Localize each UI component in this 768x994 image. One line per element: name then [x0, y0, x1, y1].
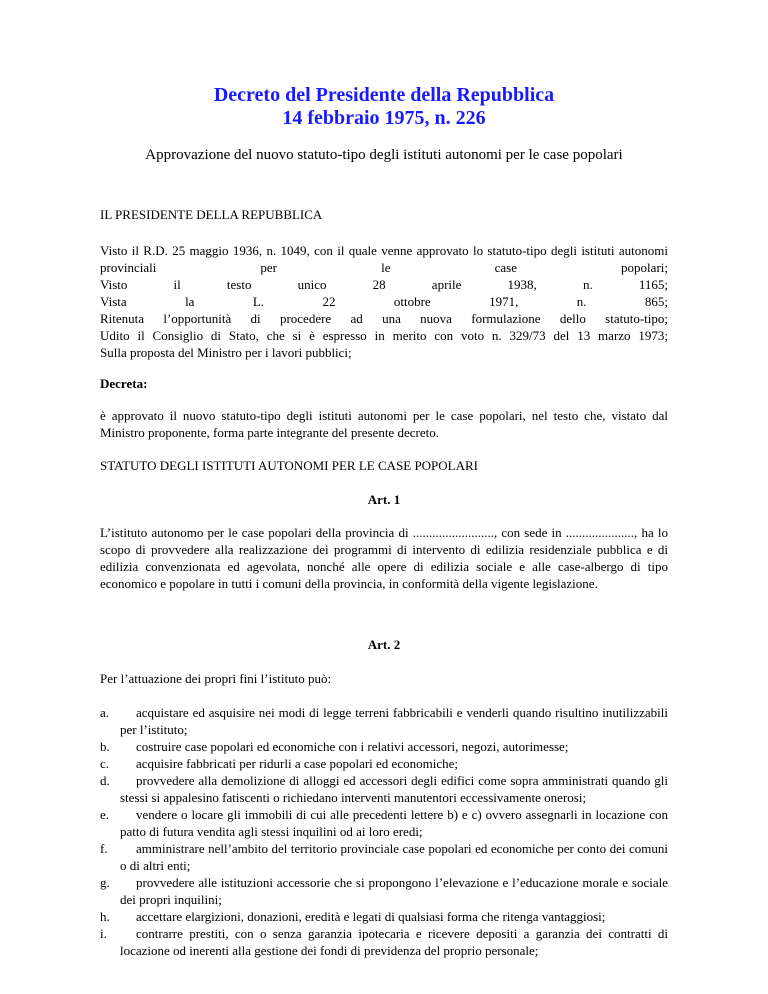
list-item [100, 738, 668, 755]
intro-line: Ritenuta l’opportunità di procedere ad una nuova formulazione dello statuto-tipo; [100, 311, 668, 326]
list-item-text: acquisire fabbricati per ridurli a case popolari ed economiche; [136, 756, 458, 771]
list-marker: f. [100, 841, 108, 856]
list-item-text: accettare elargizioni, donazioni, eredità e legati di qualsiasi forma che ritenga vantaggiosi; [136, 909, 606, 924]
art-2-lead: Per l’attuazione dei propri fini l’istituto può: [100, 671, 332, 686]
intro-line: Visto il R.D. 25 maggio 1936, n. 1049, con il quale venne approvato lo statuto-tipo degli istituti autonomi [100, 243, 668, 258]
list-item-text: amministrare nell’ambito del territorio provinciale case popolari ed economiche per conto dei comuni o di altri enti; [120, 841, 668, 873]
intro-line: provinciali per le case popolari; [100, 260, 668, 275]
intro-line: Vista la L. 22 ottobre 1971, n. 865; [100, 294, 668, 309]
list-item [100, 772, 668, 806]
list-marker: g. [100, 875, 110, 890]
list-item [100, 840, 668, 874]
art-2-title: Art. 2 [367, 637, 401, 652]
statuto-heading: STATUTO DEGLI ISTITUTI AUTONOMI PER LE CASE POPOLARI [100, 458, 479, 473]
document-title-line-1: Decreto del Presidente della Repubblica [213, 84, 555, 106]
art-1-text: L’istituto autonomo per le case popolari della provincia di ........................., con sede in ....................., ha lo scopo di provvedere alla realizzazione dei programmi di intervento di edilizia residenziale pubblica e di edilizia convenzionata ed agevolata, nonché alle opere di edilizia sociale e alle case-albergo di tipo economico e popolare in tutti i comuni della provincia, in conformità della vigente legislazione. [100, 525, 668, 591]
document-subtitle: Approvazione del nuovo statuto-tipo degli istituti autonomi per le case popolari [145, 147, 623, 163]
list-item-text: provvedere alla demolizione di alloggi ed accessori degli edifici come sopra amministrati quando gli stessi si appalesino fatiscenti o richiedano interventi manutentori eccessivamente onerosi; [120, 773, 668, 805]
art-1-title: Art. 1 [367, 492, 401, 507]
list-marker: d. [100, 773, 110, 788]
list-item [100, 755, 668, 772]
intro-line: Visto il testo unico 28 aprile 1938, n. 1165; [100, 277, 668, 292]
list-item-text: costruire case popolari ed economiche con i relativi accessori, negozi, autorimesse; [136, 739, 569, 754]
intro-line: Udito il Consiglio di Stato, che si è espresso in merito con voto n. 329/73 del 13 marzo 1973; [100, 328, 668, 343]
list-item-text: acquistare ed asquisire nei modi di legge terreni fabbricabili e venderli quando risultino inutilizzabili per l’istituto; [120, 705, 668, 737]
list-item [100, 925, 668, 959]
list-item [100, 874, 668, 908]
list-marker: h. [100, 909, 110, 924]
list-item-text: contrarre prestiti, con o senza garanzia ipotecaria e ricevere depositi a garanzia dei contratti di locazione od inerenti alla gestione dei fondi di previdenza del proprio personale; [120, 926, 668, 958]
intro-line: Sulla proposta del Ministro per i lavori pubblici; [100, 345, 352, 360]
list-item [100, 806, 668, 840]
list-marker: i. [100, 926, 107, 941]
list-item-text: vendere o locare gli immobili di cui alle precedenti lettere b) e c) ovvero assegnarli in locazione con patto di futura vendita agli stessi inquilini od ai loro eredi; [120, 807, 668, 839]
list-marker: a. [100, 705, 110, 720]
decreta-label: Decreta: [100, 376, 148, 391]
list-item [100, 908, 668, 925]
list-marker: c. [100, 756, 110, 771]
list-item [100, 704, 668, 738]
list-marker: e. [100, 807, 110, 822]
document-title-line-2: 14 febbraio 1975, n. 226 [282, 107, 486, 129]
intro-block [100, 242, 668, 361]
list-item-text: provvedere alle istituzioni accessorie che si propongono l’elevazione e l’educazione morale e sociale dei propri inquilini; [120, 875, 668, 907]
intro-heading: IL PRESIDENTE DELLA REPUBBLICA [100, 207, 323, 222]
list-marker: b. [100, 739, 110, 754]
decreta-text: è approvato il nuovo statuto-tipo degli istituti autonomi per le case popolari, nel testo che, vistato dal Ministro proponente, forma parte integrante del presente decreto. [100, 408, 668, 440]
